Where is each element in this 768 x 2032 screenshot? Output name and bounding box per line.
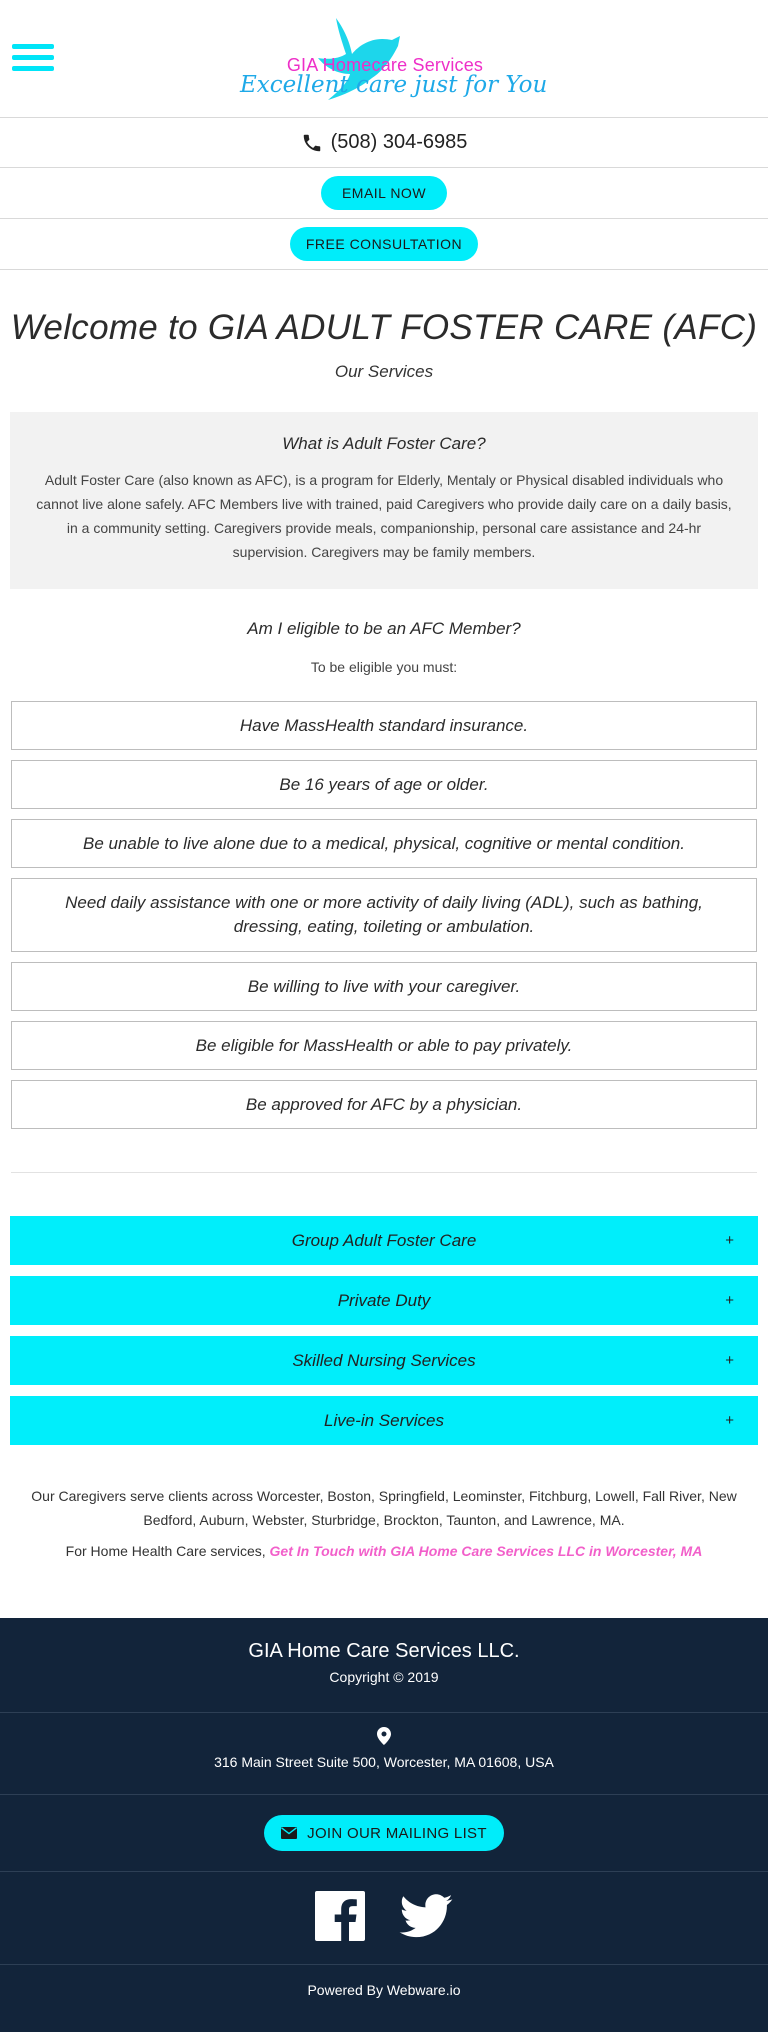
phone-link[interactable] bbox=[301, 131, 468, 154]
section-divider bbox=[11, 1172, 757, 1173]
free-consultation-button[interactable]: FREE CONSULTATION bbox=[290, 227, 478, 261]
requirements-list bbox=[11, 701, 757, 1129]
accordion-group-adult-foster-care[interactable] bbox=[10, 1216, 758, 1265]
social-links bbox=[0, 1871, 768, 1964]
phone-icon bbox=[301, 132, 323, 154]
join-mailing-list-button[interactable] bbox=[264, 1815, 504, 1851]
page-title: Welcome to GIA ADULT FOSTER CARE (AFC) bbox=[10, 308, 758, 347]
accordion-label: Private Duty bbox=[337, 1290, 431, 1310]
footer-company: GIA Home Care Services LLC. bbox=[248, 1640, 520, 1662]
email-bar bbox=[0, 168, 768, 219]
what-is-afc-heading: What is Adult Foster Care? bbox=[282, 434, 486, 453]
service-area-text: Our Caregivers serve clients across Worcester, Boston, Springfield, Leominster, Fitchburg, Lowell, Fall River, New Bedford, Auburn, Webster, Sturbridge, Brockton, Taunton, and Lawrence, MA. bbox=[31, 1488, 737, 1528]
requirement-item: Need daily assistance with one or more activity of daily living (ADL), such as bathing, dressing, eating, toileting or ambulation. bbox=[11, 878, 757, 952]
services-accordion bbox=[10, 1216, 758, 1445]
email-now-button[interactable]: EMAIL NOW bbox=[321, 176, 447, 210]
accordion-label: Live-in Services bbox=[324, 1410, 444, 1430]
phone-number: (508) 304-6985 bbox=[330, 131, 468, 153]
plus-icon[interactable]: + bbox=[725, 1292, 734, 1309]
get-in-touch-link[interactable]: Get In Touch with GIA Home Care Services LLC in Worcester, MA bbox=[269, 1543, 703, 1559]
requirement-item: Be unable to live alone due to a medical, physical, cognitive or mental condition. bbox=[11, 819, 757, 868]
welcome-section bbox=[0, 270, 768, 382]
facebook-icon[interactable] bbox=[315, 1891, 365, 1946]
mailing-list-label: JOIN OUR MAILING LIST bbox=[307, 1824, 487, 1842]
location-pin-icon bbox=[377, 1727, 391, 1750]
requirement-item: Be eligible for MassHealth or able to pay privately. bbox=[11, 1021, 757, 1070]
requirement-item: Be willing to live with your caregiver. bbox=[11, 962, 757, 1011]
footer-address-block bbox=[0, 1712, 768, 1794]
plus-icon[interactable]: + bbox=[725, 1352, 734, 1369]
accordion-label: Group Adult Foster Care bbox=[291, 1230, 477, 1250]
page-subtitle: Our Services bbox=[334, 362, 434, 381]
plus-icon[interactable]: + bbox=[725, 1232, 734, 1249]
brand-tagline: Excellent care just for You bbox=[240, 72, 548, 98]
contact-cta bbox=[0, 1543, 768, 1559]
requirement-item: Be 16 years of age or older. bbox=[11, 760, 757, 809]
accordion-skilled-nursing[interactable] bbox=[10, 1336, 758, 1385]
mailing-list-block bbox=[0, 1794, 768, 1871]
accordion-private-duty[interactable] bbox=[10, 1276, 758, 1325]
eligibility-heading: Am I eligible to be an AFC Member? bbox=[247, 619, 521, 638]
consult-bar bbox=[0, 219, 768, 270]
menu-icon[interactable] bbox=[12, 44, 54, 72]
powered-by[interactable]: Powered By Webware.io bbox=[0, 1964, 768, 2032]
accordion-label: Skilled Nursing Services bbox=[292, 1350, 476, 1370]
footer-copyright: Copyright © 2019 bbox=[329, 1669, 439, 1685]
site-footer bbox=[0, 1618, 768, 2032]
footer-address[interactable]: 316 Main Street Suite 500, Worcester, MA 01608, USA bbox=[214, 1754, 554, 1770]
site-header bbox=[0, 0, 768, 118]
plus-icon[interactable]: + bbox=[725, 1412, 734, 1429]
what-is-afc-text: Adult Foster Care (also known as AFC), is a program for Elderly, Mentaly or Physical disabled individuals who cannot live alone safely. AFC Members live with trained, paid Caregivers who provide daily care on a daily basis, in a community setting. Caregivers provide meals, companionship, personal care assistance and 24-hr supervision. Caregivers may be family members. bbox=[36, 472, 732, 560]
eligibility-section bbox=[0, 619, 768, 675]
phone-bar bbox=[0, 118, 768, 168]
what-is-afc-box bbox=[10, 412, 758, 589]
logo[interactable] bbox=[240, 12, 548, 104]
requirement-item: Be approved for AFC by a physician. bbox=[11, 1080, 757, 1129]
twitter-icon[interactable] bbox=[399, 1894, 453, 1943]
eligibility-intro: To be eligible you must: bbox=[310, 659, 458, 675]
requirement-item: Have MassHealth standard insurance. bbox=[11, 701, 757, 750]
brand-name: GIA Homecare Services bbox=[286, 55, 484, 75]
cta-prefix: For Home Health Care services, bbox=[65, 1543, 266, 1559]
accordion-live-in[interactable] bbox=[10, 1396, 758, 1445]
envelope-icon bbox=[281, 1827, 297, 1839]
